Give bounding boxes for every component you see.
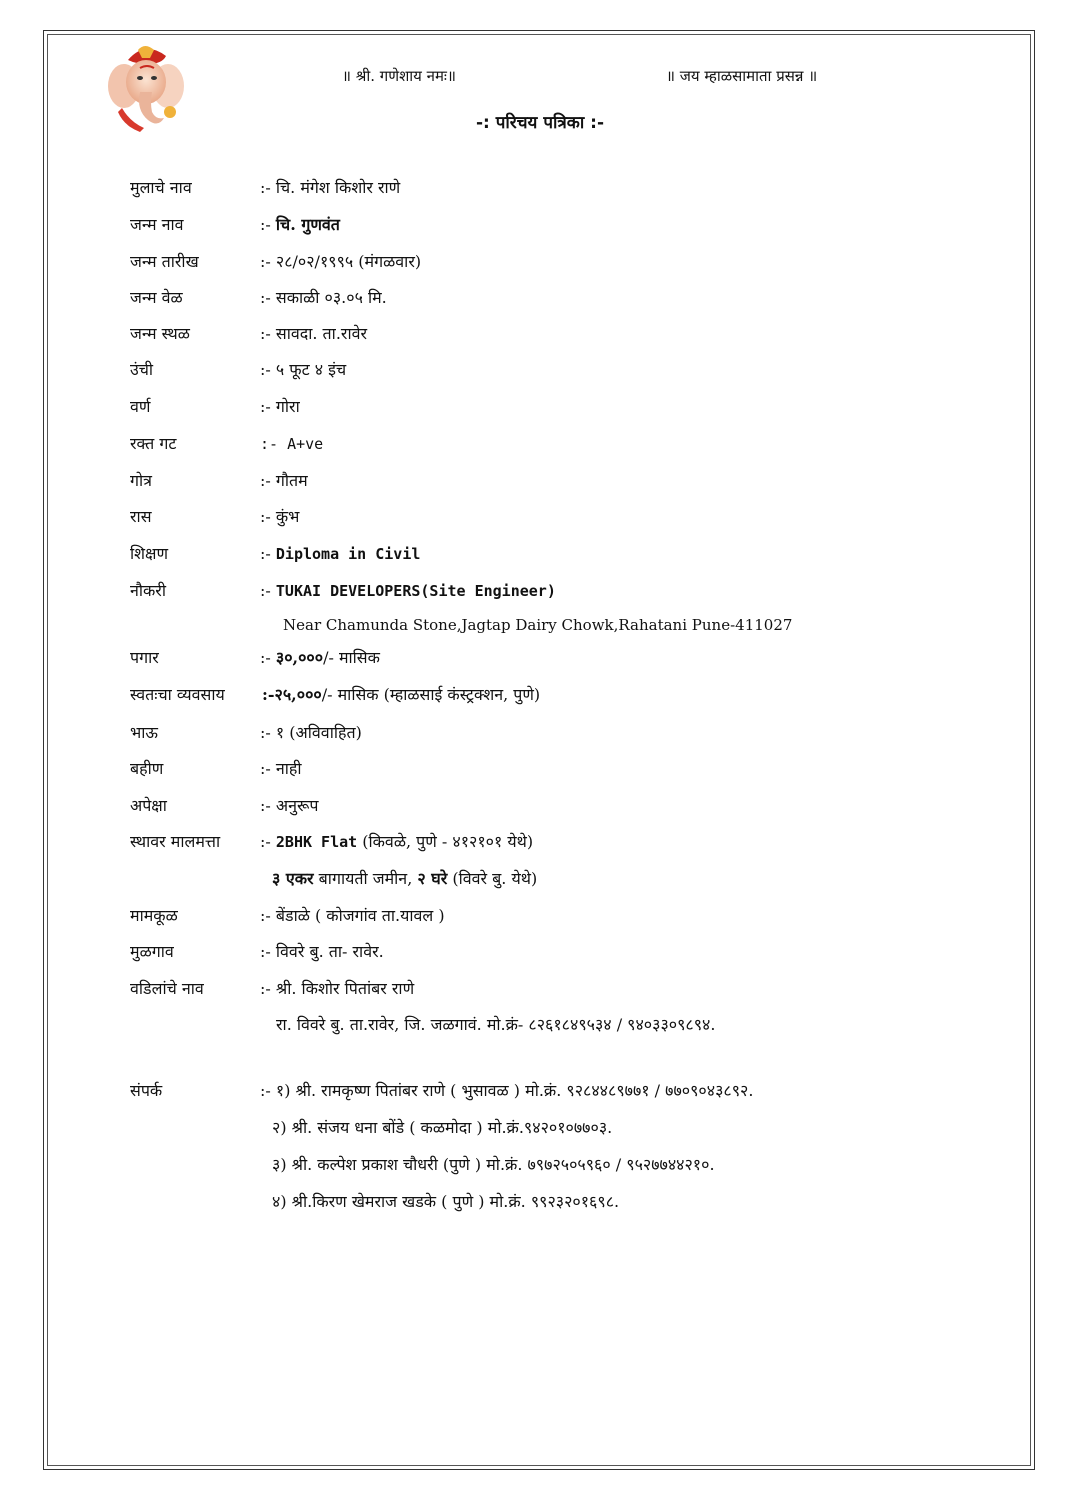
label-father: वडिलांचे नाव (130, 979, 204, 998)
label-expectation: अपेक्षा (130, 796, 167, 815)
birth-name-text: चि. गुणवंत (275, 215, 340, 234)
value-name: :- चि. मंगेश किशोर राणे (260, 178, 401, 197)
label-maternal: मामकूळ (130, 906, 178, 925)
value-height: :- ५ फूट ४ इंच (260, 360, 347, 379)
value-salary (260, 645, 380, 671)
salary-amount: ३०,००० (275, 648, 324, 667)
page-title: -: परिचय पत्रिका :- (475, 113, 605, 133)
invocation-left: ॥ श्री. गणेशाय नमः॥ (342, 67, 456, 85)
value-birth-date: :- २८/०२/१९९५ (मंगळवार) (260, 252, 422, 271)
job-text: TUKAI DEVELOPERS(Site Engineer) (275, 582, 556, 600)
business-amount: २५,००० (274, 685, 322, 704)
invocation-right: ॥ जय म्हाळसामाता प्रसन्न ॥ (666, 67, 818, 85)
prefix: :- (260, 832, 276, 851)
houses-text: (विवरे बु. येथे) (447, 869, 538, 888)
value-education (260, 541, 420, 567)
value-birth-place: :- सावदा. ता.रावेर (260, 324, 368, 343)
label-complexion: वर्ण (130, 397, 151, 416)
value-blood-group: :- A+ve (260, 435, 324, 453)
value-sister: :- नाही (260, 759, 302, 778)
label-education: शिक्षण (130, 544, 169, 563)
prefix: :- (260, 544, 276, 563)
label-birth-name: जन्म नाव (130, 215, 184, 234)
value-business (262, 682, 540, 708)
contact-line-1: :- १) श्री. रामकृष्ण पितांबर राणे ( भुसावळ ) मो.क्रं. ९२८४४८९७७१ / ७७०९०४३८९२. (260, 1081, 754, 1100)
label-property: स्थावर मालमत्ता (130, 832, 221, 851)
value-rashi: :- कुंभ (260, 507, 300, 526)
label-birth-time: जन्म वेळ (130, 288, 183, 307)
label-gotra: गोत्र (130, 471, 152, 490)
property-land (272, 866, 537, 892)
value-gotra: :- गौतम (260, 471, 308, 490)
label-contact: संपर्क (130, 1081, 163, 1100)
contact-line-4: ४) श्री.किरण खेमराज खडके ( पुणे ) मो.क्रं. ९९२३२०१६९८. (272, 1192, 620, 1211)
label-birth-date: जन्म तारीख (130, 252, 199, 271)
label-job: नौकरी (130, 581, 167, 600)
job-address: Near Chamunda Stone,Jagtap Dairy Chowk,Rahatani Pune-411027 (283, 616, 793, 634)
value-job (260, 578, 556, 604)
contact-line-2: २) श्री. संजय धना बोंडे ( कळमोदा ) मो.क्रं.९४२०१०७७०३. (272, 1118, 613, 1137)
father-address: रा. विवरे बु. ता.रावेर, जि. जळगावं. मो.क्रं- ८२६१८४९५३४ / ९४०३३०९८९४. (276, 1015, 716, 1034)
property-flat: 2BHK Flat (275, 833, 358, 851)
land-bold: ३ एकर (272, 869, 314, 888)
contact-line-3: ३) श्री. कल्पेश प्रकाश चौधरी (पुणे ) मो.क्रं. ७९७२५०५९६० / ९५२७७४४२१०. (272, 1155, 715, 1174)
value-expectation: :- अनुरूप (260, 796, 319, 815)
prefix: :- (260, 648, 276, 667)
label-native: मुळगाव (130, 942, 174, 961)
label-birth-place: जन्म स्थळ (130, 324, 190, 343)
salary-suffix: /- मासिक (323, 648, 380, 667)
prefix: :- (262, 685, 275, 704)
land-text: बागायती जमीन, (313, 869, 418, 888)
label-rashi: रास (130, 507, 152, 526)
education-text: Diploma in Civil (275, 545, 421, 563)
value-birth-time: :- सकाळी ०३.०५ मि. (260, 288, 387, 307)
label-salary: पगार (130, 648, 159, 667)
label-name: मुलाचे नाव (130, 178, 192, 197)
houses-bold: २ घरे (417, 869, 448, 888)
prefix: :- (260, 215, 276, 234)
label-height: उंची (130, 360, 154, 379)
label-sister: बहीण (130, 759, 164, 778)
value-native: :- विवरे बु. ता- रावेर. (260, 942, 384, 961)
value-property (260, 829, 533, 855)
property-flat-location: (किवळे, पुणे - ४१२१०१ येथे) (357, 832, 534, 851)
label-blood-group: रक्त गट (130, 434, 177, 453)
label-business: स्वतःचा व्यवसाय (130, 685, 225, 704)
value-brother: :- १ (अविवाहित) (260, 723, 362, 742)
label-brother: भाऊ (130, 723, 158, 742)
value-maternal: :- बेंडाळे ( कोजगांव ता.यावल ) (260, 906, 445, 925)
value-complexion: :- गोरा (260, 397, 300, 416)
prefix: :- (260, 581, 276, 600)
value-birth-name (260, 212, 340, 238)
business-suffix: /- मासिक (म्हाळसाई कंस्ट्रक्शन, पुणे) (321, 685, 541, 704)
value-father: :- श्री. किशोर पितांबर राणे (260, 979, 415, 998)
